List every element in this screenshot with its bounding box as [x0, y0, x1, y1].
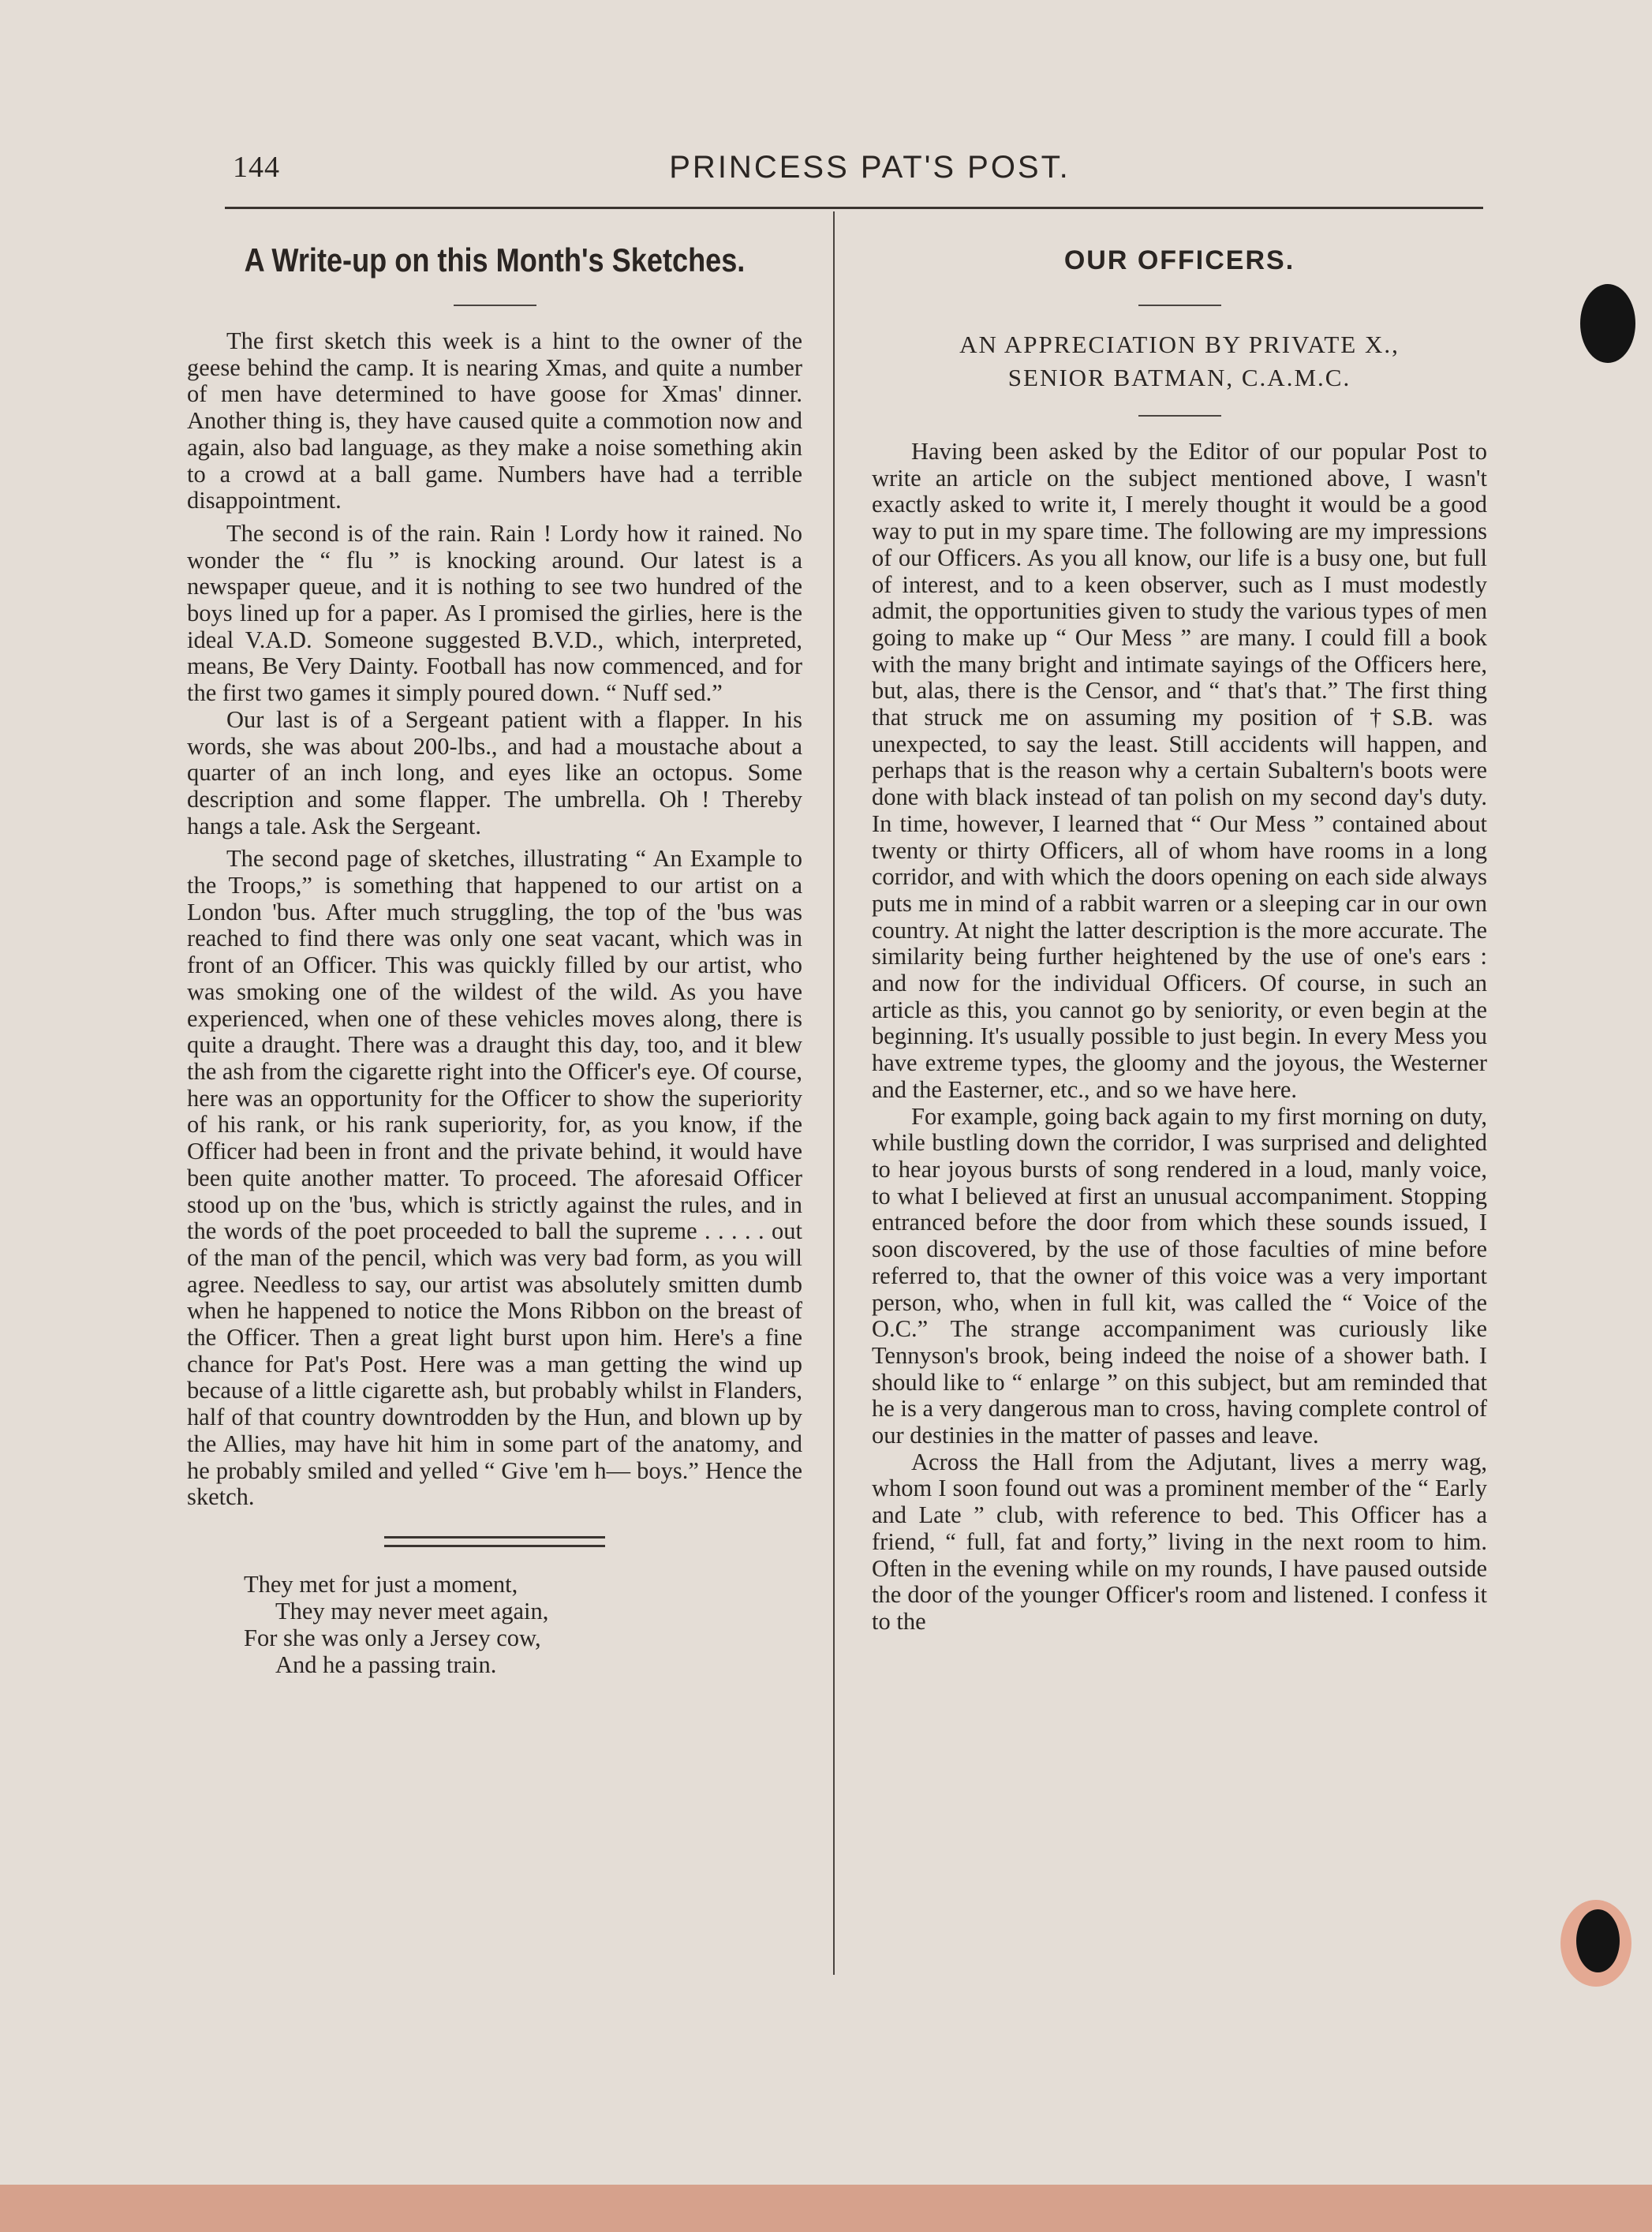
page-number: 144 — [233, 151, 280, 184]
publication-title: PRINCESS PAT'S POST. — [669, 150, 1071, 185]
page-header — [225, 150, 1483, 197]
left-column — [187, 237, 802, 1678]
column-divider — [833, 211, 835, 1975]
section-double-rule — [384, 1536, 605, 1547]
article-paragraph: Across the Hall from the Adjutant, lives a merry wag, whom I soon found out was a prominent member of the “ Early and Late ” club, with reference to bed. This Officer has a friend, “ full, fat and forty,” living in the next room to him. Often in the evening while on my rounds, I have paused outside the door of the younger Officer's room and listened. I confess it to the — [872, 1448, 1487, 1635]
poem — [244, 1571, 802, 1678]
binding-hole — [1580, 284, 1635, 363]
poem-line: They may never meet again, — [275, 1597, 549, 1624]
byline-line: AN APPRECIATION BY PRIVATE X., — [959, 331, 1400, 358]
article-paragraph: The second is of the rain. Rain ! Lordy how it rained. No wonder the “ flu ” is knocking around. Our latest is a newspaper queue, and it is nothing to see two hundred of the boys lined up for a paper. As I promised the girlies, here is the ideal V.A.D. Someone suggested B.V.D., which, interpreted, means, Be Very Dainty. Football has now commenced, and for the first two games it simply poured down. “ Nuff sed.” — [187, 519, 802, 707]
sketches-article-heading: A Write-up on this Month's Sketches. — [244, 241, 746, 279]
poem-line: And he a passing train. — [275, 1651, 497, 1678]
heading-rule — [1138, 305, 1221, 306]
article-paragraph: The second page of sketches, illustrating “ An Example to the Troops,” is something that happened to our artist on a London 'bus. After much struggling, the top of the 'bus was reached to find there was only one seat vacant, which was in front of an Officer. This was quickly filled by our artist, who was smoking one of the wildest of the wild. As you have experienced, when one of these vehicles moves along, there is quite a draught. There was a draught this day, too, and it blew the ash from the cigarette right into the Officer's eye. Of course, here was an opportunity for the Officer to show the superiority of his rank, or his rank superiority, for, as you know, if the Officer had been in front and the private behind, it would have been quite another matter. To proceed. The aforesaid Officer stood up on the 'bus, which is strictly against the rules, and in the words of the poet proceeded to ball the supreme . . . . . out of the man of the pencil, which was very bad form, as you will agree. Needless to say, our artist was absolutely smitten dumb when he happened to notice the Mons Ribbon on the breast of the Officer. Then a great light burst upon him. Here's a fine chance for Pat's Post. Here was a man getting the wind up because of a little cigarette ash, but probably whilst in Flanders, half of that country downtrodden by the Hun, and blown up by the Allies, may have hit him in some part of the anatomy, and he probably smiled and yelled “ Give 'em h— boys.” Hence the sketch. — [187, 845, 802, 1511]
article-paragraph: For example, going back again to my first morning on duty, while bustling down the corridor, I was surprised and delighted to hear joyous bursts of song rendered in a loud, manly voice, to what I believed at first an unusual accompaniment. Stopping entranced before the door from which these sounds issued, I soon discovered, by the use of those faculties of mine before referred to, that the owner of this voice was a very important person, who, when in full kit, was called the “ Voice of the O.C.” The strange accompaniment was curiously like Tennyson's brook, being indeed the noise of a shower bath. I should like to “ enlarge ” on this subject, but am reminded that he is a very dangerous man to cross, having complete control of our destinies in the matter of passes and leave. — [872, 1102, 1487, 1449]
officers-article-heading: OUR OFFICERS. — [1063, 245, 1295, 275]
article-paragraph: Having been asked by the Editor of our popular Post to write an article on the subject mentioned above, I wasn't exactly asked to write it, I merely thought it would be a good way to put in my spare time. The following are my impressions of our Officers. As you all know, our life is a busy one, but full of interest, and to a keen observer, such as I must modestly admit, the opportunities given to study the various types of men going to make up “ Our Mess ” are many. I could fill a book with the many bright and intimate sayings of the Officers here, but, alas, there is the Censor, and “ that's that.” The first thing that struck me on assuming my position of †S.B. was unexpected, to say the least. Still accidents will happen, and perhaps that is the reason why a certain Subaltern's boots were done with black instead of tan polish on my second day's duty. In time, however, I learned that “ Our Mess ” contained about twenty or thirty Officers, all of whom have rooms in a long corridor, and with which the doors opening on each side always puts me in mind of a rabbit warren or a sleeping car in our own country. At night the latter description is the more accurate. The similarity being further heightened by the use of one's ears : and now for the individual Officers. Of course, in such an article as this, you cannot go by seniority, or even begin at the beginning. It's usually possible to just begin. In every Mess you have extreme types, the gloomy and the joyous, the Westerner and the Easterner, etc., and so we have here. — [872, 438, 1487, 1103]
byline-line: SENIOR BATMAN, C.A.M.C. — [1007, 364, 1351, 391]
poem-line: They met for just a moment, — [244, 1570, 518, 1598]
header-rule — [225, 207, 1483, 209]
right-column — [872, 237, 1487, 1636]
heading-rule — [454, 305, 536, 306]
byline-rule — [1138, 415, 1221, 417]
poem-line: For she was only a Jersey cow, — [244, 1624, 541, 1651]
article-paragraph: The first sketch this week is a hint to the owner of the geese behind the camp. It is nearing Xmas, and quite a number of men have determined to have goose for Xmas' dinner. Another thing is, they have caused quite a commotion now and again, also bad language, as they make a noise something akin to a crowd at a ball game. Numbers have had a terrible disappointment. — [187, 327, 802, 514]
binding-hole — [1560, 1900, 1631, 1987]
article-paragraph: Our last is of a Sergeant patient with a flapper. In his words, she was about 200-lbs., and had a moustache about a quarter of an inch long, and eyes like an octopus. Some description and some flapper. The umbrella. Oh ! Thereby hangs a tale. Ask the Sergeant. — [187, 705, 802, 839]
page-edge-tint — [0, 2185, 1652, 2232]
